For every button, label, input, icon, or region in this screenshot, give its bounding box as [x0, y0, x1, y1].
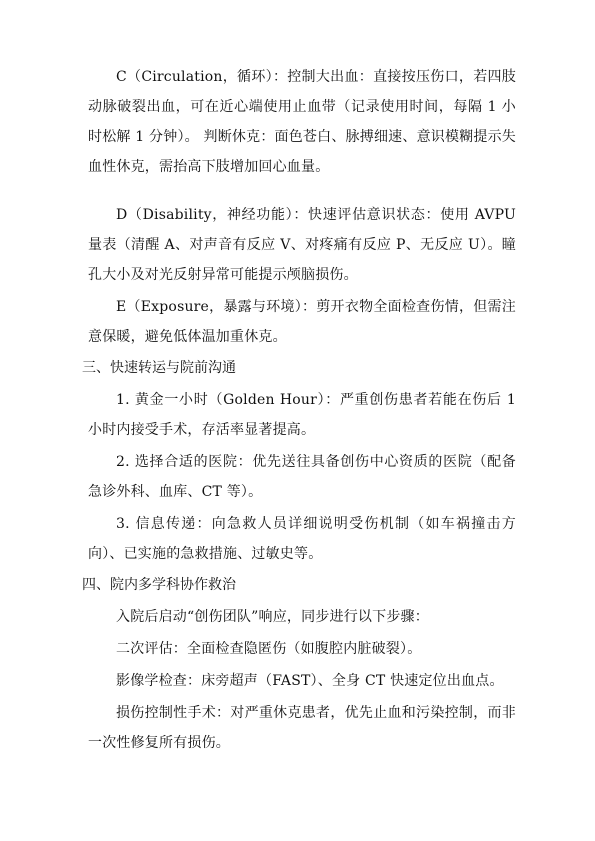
- section-heading-multidisciplinary: 四、院内多学科协作救治: [82, 577, 236, 593]
- paragraph-disability: D（Disability，神经功能）：快速评估意识状态：使用 AVPU 量表（清醒 A、对声音有反应 V、对疼痛有反应 P、无反应 U）。瞳孔大小及对光反射异常可能提示颅脑损伤。: [88, 207, 516, 283]
- paragraph-circulation: C（Circulation，循环）：控制大出血：直接按压伤口，若四肢动脉破裂出血，可在近心端使用止血带（记录使用时间，每隔 1 小时松解 1 分钟）。 判断休克：面色苍白、脉搏细速、意识模糊提示失血性休克，需抬高下肢增加回心血量。: [88, 69, 516, 175]
- paragraph-trauma-team: 入院后启动“创伤团队”响应，同步进行以下步骤：: [116, 609, 429, 625]
- paragraph-damage-control: 损伤控制性手术：对严重休克患者，优先止血和污染控制，而非一次性修复所有损伤。: [88, 705, 516, 751]
- list-item-information: 3. 信息传递：向急救人员详细说明受伤机制（如车祸撞击方向）、已实施的急救措施、过敏史等。: [88, 516, 516, 562]
- paragraph-exposure: E（Exposure，暴露与环境）：剪开衣物全面检查伤情，但需注意保暖，避免低体温加重休克。: [88, 299, 516, 345]
- section-heading-transport: 三、快速转运与院前沟通: [82, 360, 236, 376]
- list-item-hospital-choice: 2. 选择合适的医院：优先送往具备创伤中心资质的医院（配备急诊外科、血库、CT 等）。: [88, 454, 516, 500]
- paragraph-imaging: 影像学检查：床旁超声（FAST）、全身 CT 快速定位出血点。: [116, 673, 504, 689]
- paragraph-secondary-survey: 二次评估：全面检查隐匿伤（如腹腔内脏破裂）。: [116, 641, 422, 657]
- list-item-golden-hour: 1. 黄金一小时（Golden Hour）：严重创伤患者若能在伤后 1 小时内接受手术，存活率显著提高。: [88, 392, 516, 438]
